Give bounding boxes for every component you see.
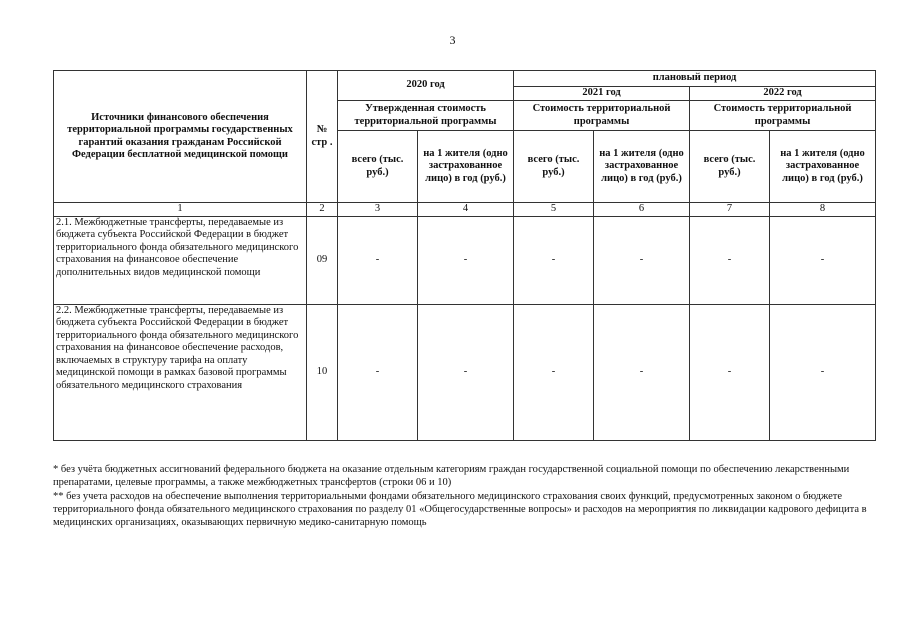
header-total-2021: всего (тыс. руб.)	[514, 131, 594, 203]
row-number: 09	[307, 216, 338, 304]
header-per-capita-2022: на 1 жителя (одно застрахованное лицо) в год (руб.)	[770, 131, 876, 203]
header-year-2021: 2021 год	[514, 87, 690, 101]
header-row-number: № стр .	[307, 71, 338, 203]
column-number: 5	[514, 203, 594, 217]
column-number: 7	[690, 203, 770, 217]
header-cost-2022: Стоимость территориальной программы	[690, 101, 876, 131]
table-row	[54, 216, 876, 304]
page-number: 3	[449, 33, 456, 47]
column-number: 4	[418, 203, 514, 217]
column-number: 8	[770, 203, 876, 217]
header-per-capita-2021: на 1 жителя (одно застрахованное лицо) в год (руб.)	[594, 131, 690, 203]
header-cost-2021: Стоимость территориальной программы	[514, 101, 690, 131]
value-cell: -	[418, 216, 514, 304]
footnotes	[53, 463, 875, 529]
header-year-2020: 2020 год	[338, 71, 514, 101]
header-year-2022: 2022 год	[690, 87, 876, 101]
header-total-2022: всего (тыс. руб.)	[690, 131, 770, 203]
header-approved-cost-2020: Утвержденная стоимость территориальной программы	[338, 101, 514, 131]
financing-sources-table	[53, 70, 876, 441]
value-cell: -	[594, 304, 690, 440]
value-cell: -	[690, 216, 770, 304]
value-cell: -	[770, 304, 876, 440]
header-financing-source: Источники финансового обеспечения территориальной программы государственных гарантий оказания гражданам Российской Федерации бесплатной медицинской помощи	[54, 71, 307, 203]
value-cell: -	[770, 216, 876, 304]
header-planned-period: плановый период	[514, 71, 876, 87]
row-number: 10	[307, 304, 338, 440]
column-number: 3	[338, 203, 418, 217]
value-cell: -	[418, 304, 514, 440]
value-cell: -	[338, 304, 418, 440]
column-number-row	[54, 203, 876, 217]
row-source-text: 2.1. Межбюджетные трансферты, передаваемые из бюджета субъекта Российской Федерации в бюджет территориального фонда обязательного медицинского страхования на финансовое обеспечение дополнительных видов медицинской помощи	[54, 216, 307, 304]
column-number: 2	[307, 203, 338, 217]
value-cell: -	[514, 216, 594, 304]
table-row	[54, 304, 876, 440]
value-cell: -	[514, 304, 594, 440]
header-total-2020: всего (тыс. руб.)	[338, 131, 418, 203]
column-number: 6	[594, 203, 690, 217]
value-cell: -	[594, 216, 690, 304]
footnote-2: ** без учета расходов на обеспечение выполнения территориальными фондами обязательного медицинского страхования своих функций, предусмотренных законом о бюджете территориального фонда обязательного медицинского страхования по разделу 01 «Общегосударственные вопросы» и расходов на мероприятия по ликвидации кадрового дефицита в медицинских организациях, оказывающих первичную медико-санитарную помощь	[53, 490, 867, 529]
value-cell: -	[690, 304, 770, 440]
column-number: 1	[54, 203, 307, 217]
value-cell: -	[338, 216, 418, 304]
footnote-1: * без учёта бюджетных ассигнований федерального бюджета на оказание отдельным категориям граждан государственной социальной помощи по обеспечению лекарственными препаратами, целевые программы, а также межбюджетных трансфертов (строки 06 и 10)	[53, 464, 850, 489]
row-source-text: 2.2. Межбюджетные трансферты, передаваемые из бюджета субъекта Российской Федерации в бюджет территориального фонда обязательного медицинского страхования на финансовое обеспечение расходов, включаемых в структуру тарифа на оплату медицинской помощи в рамках базовой программы обязательного медицинского страхования	[54, 304, 307, 440]
header-per-capita-2020: на 1 жителя (одно застрахованное лицо) в год (руб.)	[418, 131, 514, 203]
